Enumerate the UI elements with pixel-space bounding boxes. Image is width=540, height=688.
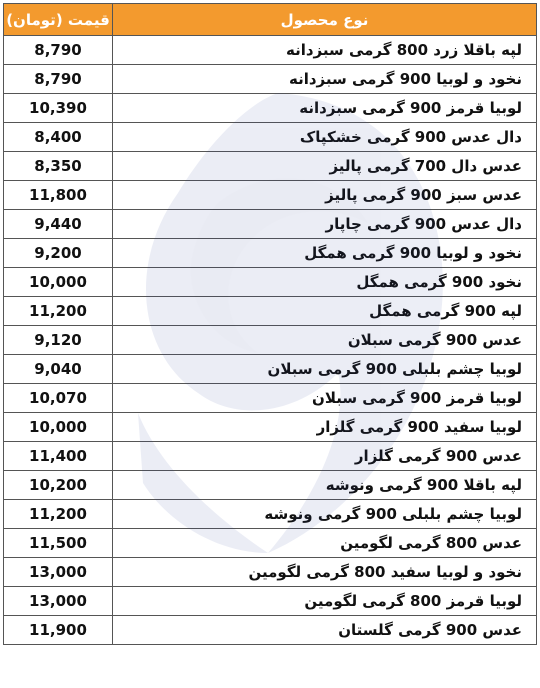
table-row [4, 558, 537, 587]
table-row [4, 326, 537, 355]
price-cell: 8,790 [4, 36, 113, 65]
price-cell: 11,400 [4, 442, 113, 471]
product-name-cell: عدس 900 گرمی گلزار [113, 442, 537, 471]
price-cell: 11,800 [4, 181, 113, 210]
price-cell: 11,200 [4, 500, 113, 529]
price-cell: 13,000 [4, 558, 113, 587]
product-name-cell: عدس 900 گرمی سبلان [113, 326, 537, 355]
table-row [4, 94, 537, 123]
table-row [4, 65, 537, 94]
table-row [4, 123, 537, 152]
product-name-cell: لپه باقلا 900 گرمی ونوشه [113, 471, 537, 500]
product-name-cell: نخود و لوبیا 900 گرمی سبزدانه [113, 65, 537, 94]
table-body [4, 36, 537, 645]
table-row [4, 152, 537, 181]
price-cell: 9,040 [4, 355, 113, 384]
product-name-cell: عدس سبز 900 گرمی پالیز [113, 181, 537, 210]
product-name-cell: لوبیا سفید 900 گرمی گلزار [113, 413, 537, 442]
product-name-cell: لوبیا چشم بلبلی 900 گرمی سبلان [113, 355, 537, 384]
price-cell: 13,000 [4, 587, 113, 616]
price-cell: 10,070 [4, 384, 113, 413]
table-row [4, 268, 537, 297]
product-name-cell: دال عدس 900 گرمی خشکپاک [113, 123, 537, 152]
table-row [4, 297, 537, 326]
table-row [4, 413, 537, 442]
product-name-cell: لوبیا قرمز 900 گرمی سبزدانه [113, 94, 537, 123]
table-row [4, 239, 537, 268]
price-table-container [3, 3, 536, 684]
price-cell: 9,440 [4, 210, 113, 239]
table-row [4, 587, 537, 616]
table-row [4, 442, 537, 471]
table-row [4, 529, 537, 558]
product-name-cell: لوبیا قرمز 900 گرمی سبلان [113, 384, 537, 413]
product-name-cell: لپه باقلا زرد 800 گرمی سبزدانه [113, 36, 537, 65]
price-column-header: قیمت (تومان) [4, 4, 113, 36]
price-cell: 11,500 [4, 529, 113, 558]
table-row [4, 616, 537, 645]
price-cell: 10,000 [4, 413, 113, 442]
product-name-cell: عدس دال 700 گرمی پالیز [113, 152, 537, 181]
table-row [4, 36, 537, 65]
price-cell: 9,120 [4, 326, 113, 355]
price-cell: 10,200 [4, 471, 113, 500]
price-cell: 9,200 [4, 239, 113, 268]
table-row [4, 384, 537, 413]
price-cell: 8,400 [4, 123, 113, 152]
product-name-cell: عدس 900 گرمی گلستان [113, 616, 537, 645]
table-row [4, 471, 537, 500]
price-cell: 11,200 [4, 297, 113, 326]
product-name-cell: نخود 900 گرمی همگل [113, 268, 537, 297]
product-column-header: نوع محصول [113, 4, 537, 36]
product-name-cell: نخود و لوبیا 900 گرمی همگل [113, 239, 537, 268]
product-name-cell: لپه 900 گرمی همگل [113, 297, 537, 326]
product-name-cell: لوبیا چشم بلبلی 900 گرمی ونوشه [113, 500, 537, 529]
price-cell: 8,790 [4, 65, 113, 94]
product-name-cell: دال عدس 900 گرمی چاپار [113, 210, 537, 239]
table-row [4, 500, 537, 529]
price-cell: 10,390 [4, 94, 113, 123]
table-row [4, 355, 537, 384]
product-name-cell: لوبیا قرمز 800 گرمی لگومین [113, 587, 537, 616]
price-cell: 8,350 [4, 152, 113, 181]
table-header-row [4, 4, 537, 36]
product-name-cell: عدس 800 گرمی لگومین [113, 529, 537, 558]
product-name-cell: نخود و لوبیا سفید 800 گرمی لگومین [113, 558, 537, 587]
table-row [4, 181, 537, 210]
table-row [4, 210, 537, 239]
price-cell: 10,000 [4, 268, 113, 297]
price-cell: 11,900 [4, 616, 113, 645]
price-table [3, 3, 537, 645]
